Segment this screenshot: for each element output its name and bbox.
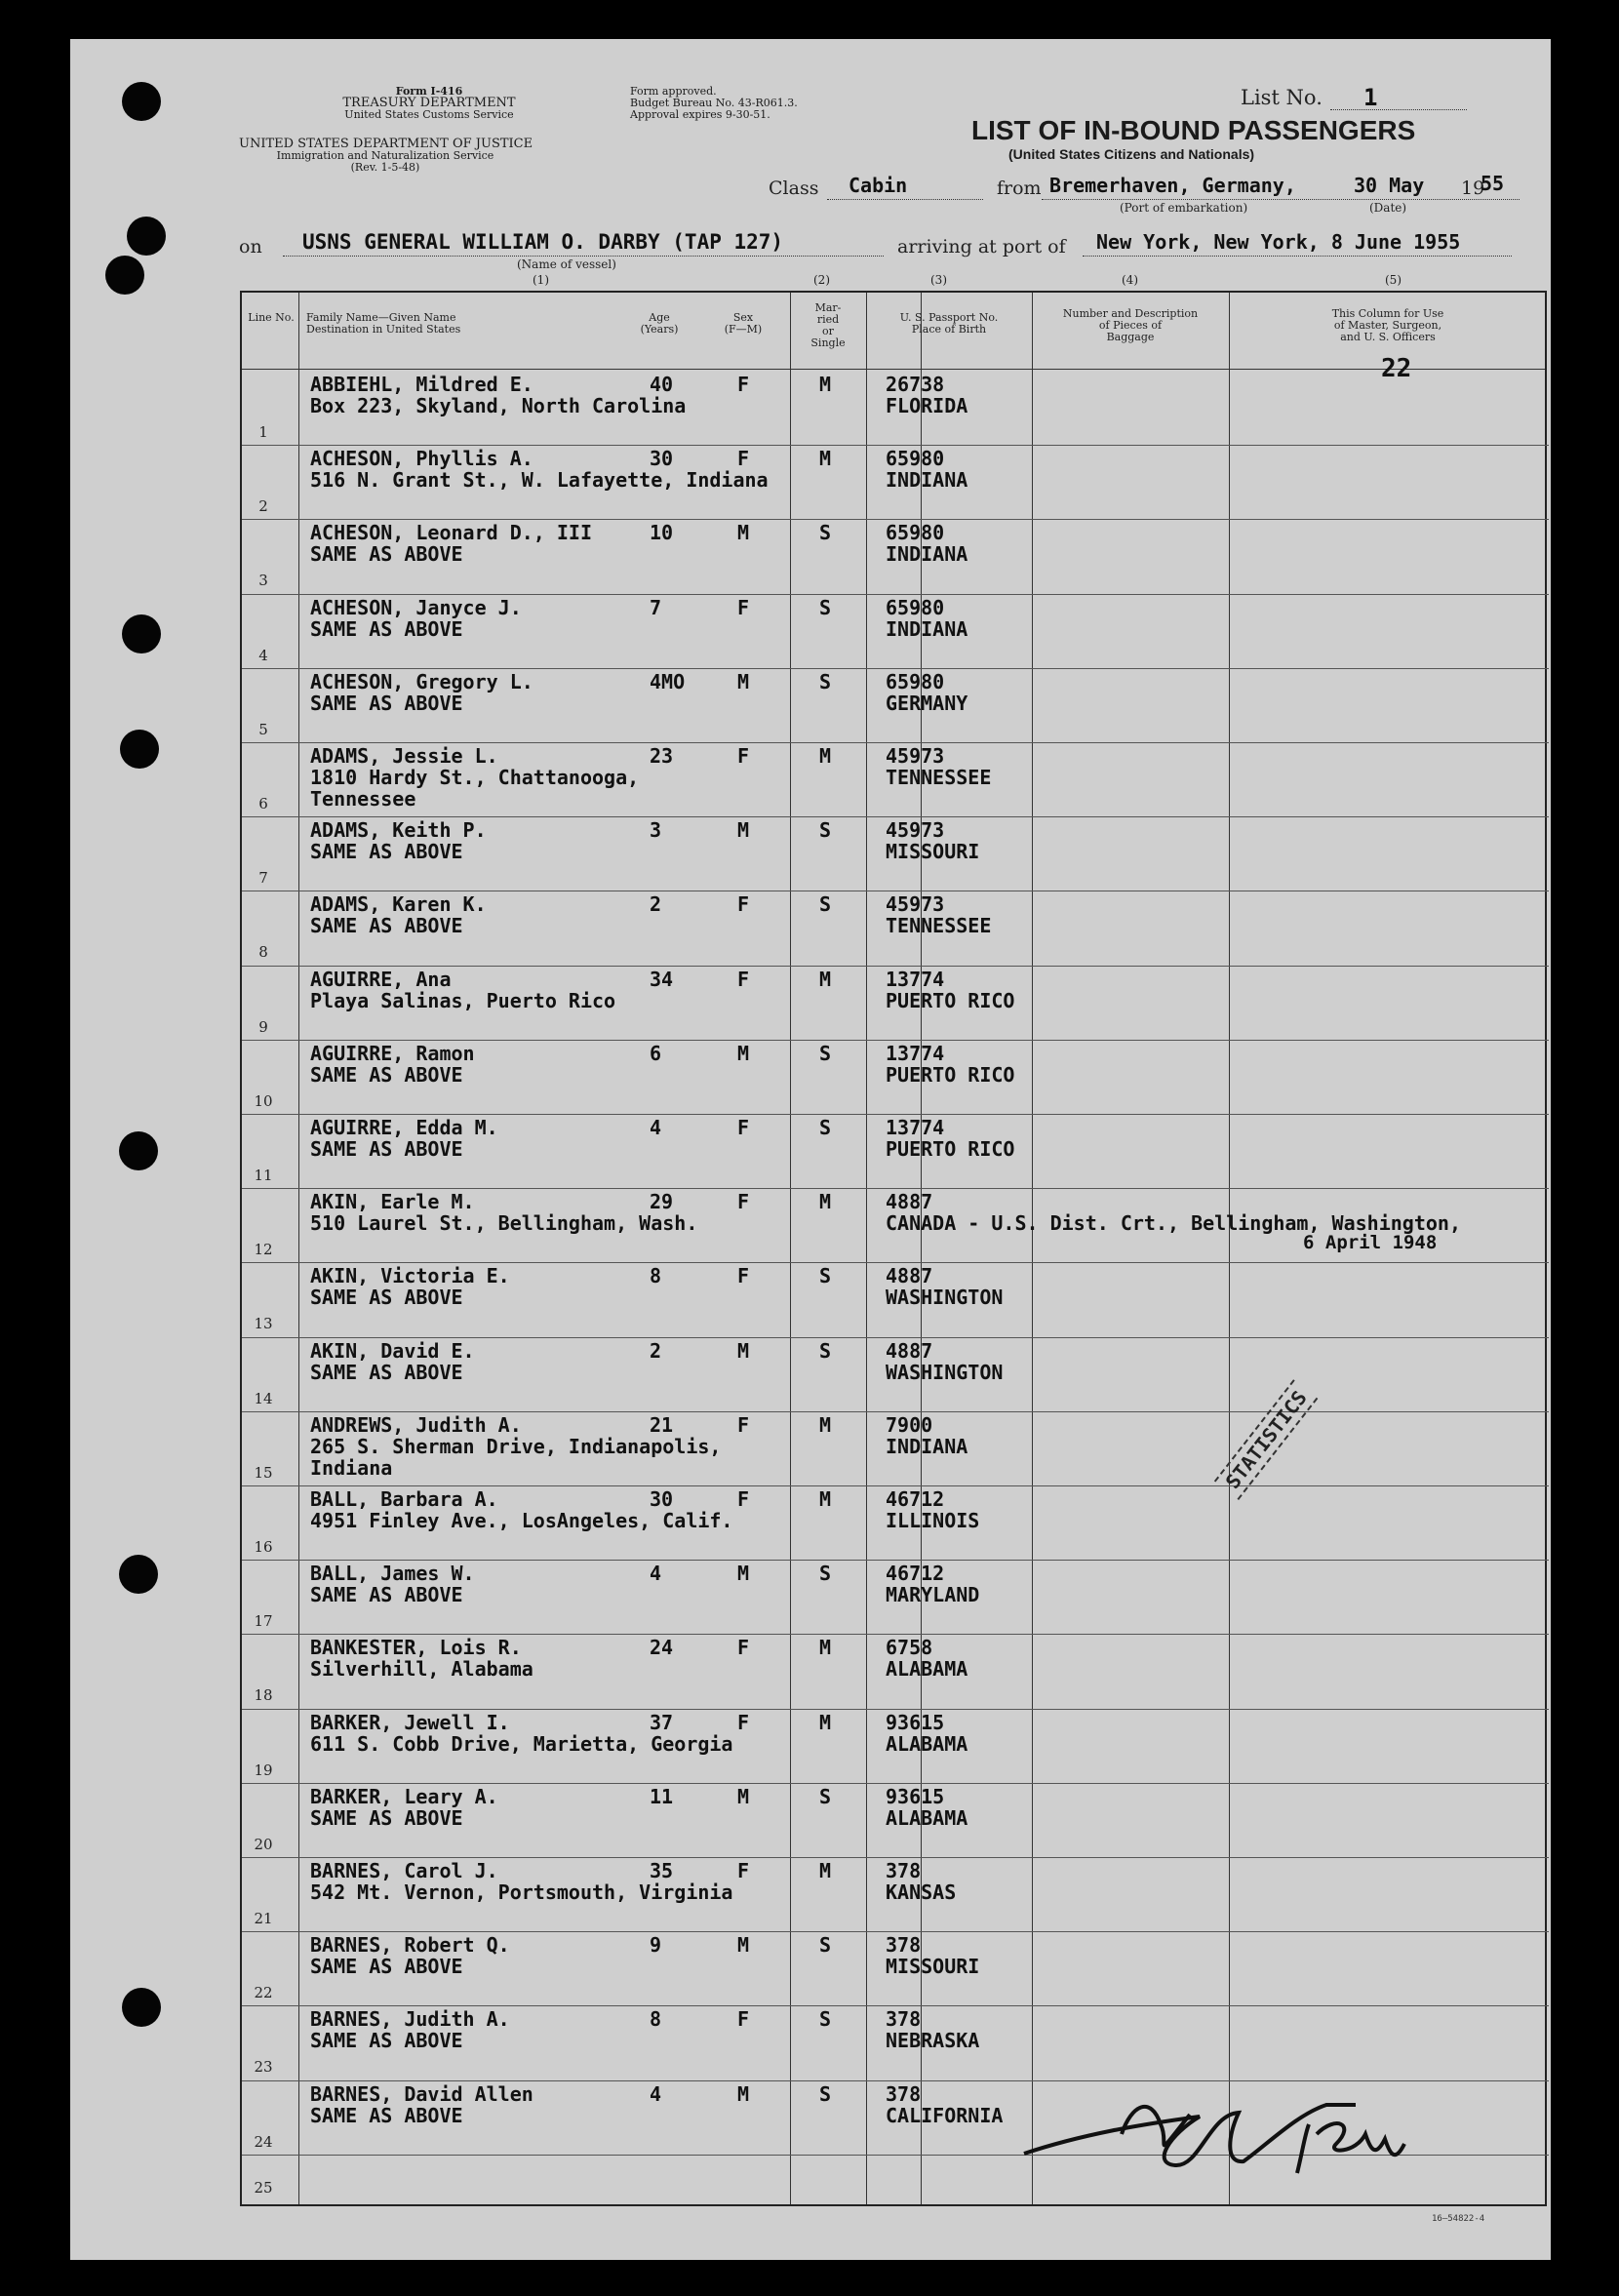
marital-status: S [819, 892, 832, 917]
col-name-destination: Family Name—Given Name Destination in United States [306, 311, 461, 336]
class-label: Class [769, 178, 819, 199]
sex: F [737, 1264, 750, 1288]
marital-status: S [819, 1338, 832, 1363]
form-number: Form I-416 [395, 85, 463, 98]
passenger-name: AKIN, Victoria E. [310, 1264, 510, 1288]
passenger-name: BARNES, Carol J. [310, 1859, 498, 1882]
table-row [242, 2005, 1549, 2079]
list-no-label: List No. [1241, 86, 1323, 109]
passenger-name: AKIN, David E. [310, 1338, 475, 1363]
col-age: Age (Years) [640, 311, 679, 336]
table-row [242, 371, 1549, 445]
line-number: 3 [258, 572, 268, 590]
age: 4 [650, 1116, 662, 1139]
passport-no: 378 [886, 2081, 922, 2106]
passenger-name: ANDREWS, Judith A. [310, 1412, 522, 1437]
passport-no: 13774 [886, 1116, 945, 1139]
marital-status: S [819, 818, 832, 843]
punch-hole [122, 1988, 161, 2027]
passport-no: 65980 [886, 521, 945, 545]
sex: M [737, 1933, 750, 1958]
age: 4 [650, 1562, 662, 1586]
sex: M [737, 1562, 750, 1586]
col-marker-4: (4) [1122, 273, 1138, 287]
last-line-number: 25 [254, 2179, 273, 2197]
sex: F [737, 967, 750, 991]
ins-name: Immigration and Naturalization Service [276, 149, 494, 162]
marital-status: M [819, 1859, 832, 1882]
marital-status: S [819, 669, 832, 693]
passenger-name: BARKER, Jewell I. [310, 1710, 510, 1734]
on-label: on [239, 236, 262, 257]
age: 4MO [650, 669, 686, 693]
passenger-name: AKIN, Earle M. [310, 1190, 475, 1214]
table-row [242, 1931, 1549, 2005]
sex: F [737, 1412, 750, 1437]
passport-no: 26738 [886, 373, 945, 396]
age: 23 [650, 744, 674, 768]
table-row [242, 1262, 1549, 1336]
printer-code: 16—54822-4 [1432, 2214, 1485, 2224]
sex: F [737, 447, 750, 471]
place-of-birth: INDIANA [886, 468, 968, 493]
statistics-stamp: STATISTICS [1214, 1379, 1319, 1500]
place-of-birth: NEBRASKA [886, 2029, 980, 2053]
passport-no: 378 [886, 1859, 922, 1882]
destination: 611 S. Cobb Drive, Marietta, Georgia [310, 1731, 733, 1756]
passport-no: 378 [886, 2007, 922, 2032]
line-number: 1 [258, 423, 268, 441]
list-no-value: 1 [1363, 84, 1378, 111]
destination: 4951 Finley Ave., LosAngeles, Calif. [310, 1509, 733, 1532]
age: 24 [650, 1636, 674, 1660]
sex: M [737, 818, 750, 843]
passport-no: 4887 [886, 1264, 933, 1288]
destination: SAME AS ABOVE [310, 1360, 463, 1384]
table-row [242, 1114, 1549, 1188]
age: 37 [650, 1710, 674, 1734]
port-of-embarkation: Bremerhaven, Germany, [1049, 174, 1296, 197]
from-label: from [997, 178, 1042, 199]
table-row [242, 891, 1549, 965]
sex: F [737, 744, 750, 768]
place-of-birth: CALIFORNIA [886, 2103, 1004, 2127]
sex: F [737, 595, 750, 619]
destination: 265 S. Sherman Drive, Indianapolis, [310, 1434, 722, 1458]
age: 30 [650, 1487, 674, 1511]
age: 29 [650, 1190, 674, 1214]
place-of-birth: PUERTO RICO [886, 1062, 1015, 1087]
place-of-birth: MISSOURI [886, 1955, 980, 1979]
customs-service: United States Customs Service [344, 108, 514, 121]
vessel-caption: (Name of vessel) [517, 257, 616, 271]
destination: SAME AS ABOVE [310, 2029, 463, 2053]
destination: SAME AS ABOVE [310, 1286, 463, 1310]
passenger-name: ACHESON, Janyce J. [310, 595, 522, 619]
marital-status: S [819, 1784, 832, 1808]
passport-no: 93615 [886, 1784, 945, 1808]
passenger-name: BARNES, Robert Q. [310, 1933, 510, 1958]
place-of-birth: MARYLAND [886, 1583, 980, 1607]
passenger-name: BARKER, Leary A. [310, 1784, 498, 1808]
marital-status: S [819, 2007, 832, 2032]
sex: M [737, 1041, 750, 1065]
line-number: 17 [254, 1612, 273, 1631]
approval-line-2: Budget Bureau No. 43-R061.3. [630, 97, 798, 109]
marital-status: S [819, 1041, 832, 1065]
line-number: 4 [258, 646, 268, 664]
vessel-name: USNS GENERAL WILLIAM O. DARBY (TAP 127) [302, 230, 784, 254]
destination: Silverhill, Alabama [310, 1657, 533, 1682]
passenger-name: BALL, James W. [310, 1562, 475, 1586]
passport-no: 65980 [886, 595, 945, 619]
justice-block [239, 139, 532, 174]
sex: F [737, 2007, 750, 2032]
age: 3 [650, 818, 662, 843]
sex: F [737, 373, 750, 396]
line-number: 21 [254, 1910, 273, 1927]
table-row [242, 1411, 1549, 1485]
age: 9 [650, 1933, 662, 1958]
passenger-name: ADAMS, Karen K. [310, 892, 487, 917]
place-of-birth: PUERTO RICO [886, 988, 1015, 1012]
place-of-birth: FLORIDA [886, 394, 968, 417]
table-row [242, 445, 1549, 519]
form-header-left [293, 86, 566, 121]
place-of-birth-cont: 6 April 1948 [1303, 1232, 1438, 1254]
passport-no: 13774 [886, 1041, 945, 1065]
passenger-table [240, 291, 1547, 2206]
line-number: 24 [254, 2132, 273, 2151]
passenger-name: BARNES, David Allen [310, 2081, 533, 2106]
line-number: 7 [258, 869, 268, 888]
passenger-name: BARNES, Judith A. [310, 2007, 510, 2032]
line-number: 8 [258, 943, 268, 962]
age: 10 [650, 521, 674, 545]
destination-cont: Tennessee [310, 787, 416, 811]
passenger-name: ADAMS, Keith P. [310, 818, 487, 843]
place-of-birth: PUERTO RICO [886, 1137, 1015, 1161]
col-marker-1: (1) [533, 273, 549, 287]
col-marker-5: (5) [1385, 273, 1402, 287]
marital-status: S [819, 1933, 832, 1958]
line-number: 13 [254, 1315, 273, 1333]
destination: SAME AS ABOVE [310, 2103, 463, 2127]
destination: SAME AS ABOVE [310, 616, 463, 641]
age: 6 [650, 1041, 662, 1065]
col-sex: Sex (F—M) [724, 311, 763, 336]
punch-hole [127, 217, 166, 256]
age: 35 [650, 1859, 674, 1882]
passport-no: 65980 [886, 669, 945, 693]
marital-status: S [819, 1264, 832, 1288]
line-number: 5 [258, 720, 268, 738]
sex: M [737, 2081, 750, 2106]
passenger-name: BALL, Barbara A. [310, 1487, 498, 1511]
table-row [242, 1857, 1549, 1931]
passport-no: 4887 [886, 1190, 933, 1214]
sex: F [737, 1636, 750, 1660]
treasury-dept: TREASURY DEPARTMENT [342, 96, 516, 110]
sex: F [737, 1487, 750, 1511]
destination: SAME AS ABOVE [310, 1955, 463, 1979]
passport-no: 378 [886, 1933, 922, 1958]
marital-status: S [819, 2081, 832, 2106]
destination: SAME AS ABOVE [310, 1583, 463, 1607]
passenger-name: ADAMS, Jessie L. [310, 744, 498, 768]
col-marker-3: (3) [930, 273, 947, 287]
marital-status: M [819, 1412, 832, 1437]
place-of-birth: KANSAS [886, 1880, 957, 1904]
destination: 510 Laurel St., Bellingham, Wash. [310, 1211, 698, 1236]
passenger-name: AGUIRRE, Ramon [310, 1041, 475, 1065]
table-row [242, 1337, 1549, 1411]
place-of-birth: MISSOURI [886, 840, 980, 864]
age: 11 [650, 1784, 674, 1808]
col-baggage: Number and Description of Pieces of Baggage [1062, 307, 1199, 343]
marital-status: M [819, 447, 832, 471]
arriving-label: arriving at port of [897, 236, 1066, 257]
line-number: 22 [254, 1984, 273, 2002]
age: 2 [650, 1338, 662, 1363]
marital-status: M [819, 1190, 832, 1214]
destination: SAME AS ABOVE [310, 840, 463, 864]
passenger-name: ACHESON, Gregory L. [310, 669, 533, 693]
destination: SAME AS ABOVE [310, 1805, 463, 1830]
destination: Box 223, Skyland, North Carolina [310, 394, 687, 417]
passport-no: 46712 [886, 1487, 945, 1511]
place-of-birth: ALABAMA [886, 1731, 968, 1756]
table-row [242, 594, 1549, 668]
revision: (Rev. 1-5-48) [350, 161, 420, 174]
passport-no: 4887 [886, 1338, 933, 1363]
place-of-birth: WASHINGTON [886, 1286, 1004, 1310]
punch-hole [120, 730, 159, 769]
passport-no: 46712 [886, 1562, 945, 1586]
sex: M [737, 1784, 750, 1808]
age: 7 [650, 595, 662, 619]
destination: SAME AS ABOVE [310, 1062, 463, 1087]
marital-status: S [819, 1116, 832, 1139]
table-row [242, 519, 1549, 593]
punch-hole [119, 1131, 158, 1170]
page-title: LIST OF IN-BOUND PASSENGERS [971, 115, 1416, 145]
marital-status: S [819, 595, 832, 619]
marital-status: M [819, 1710, 832, 1734]
marital-status: S [819, 1562, 832, 1586]
col-line-no: Line No. [248, 311, 295, 324]
passport-no: 13774 [886, 967, 945, 991]
line-number: 23 [254, 2058, 273, 2077]
place-of-birth: ILLINOIS [886, 1509, 980, 1532]
table-row [242, 966, 1549, 1040]
table-row [242, 1485, 1549, 1560]
sex: M [737, 669, 750, 693]
officer-number: 22 [1381, 354, 1412, 383]
table-row [242, 1188, 1549, 1262]
age: 8 [650, 2007, 662, 2032]
place-of-birth: ALABAMA [886, 1657, 968, 1682]
line-number: 10 [254, 1091, 273, 1110]
marital-status: M [819, 967, 832, 991]
marital-status: M [819, 1487, 832, 1511]
destination: 516 N. Grant St., W. Lafayette, Indiana [310, 468, 769, 493]
embarkation-date: 30 May [1354, 174, 1425, 197]
col-passport: U. S. Passport No. Place of Birth [899, 311, 999, 336]
table-row [242, 1634, 1549, 1708]
place-of-birth: GERMANY [886, 691, 968, 715]
place-of-birth: INDIANA [886, 616, 968, 641]
page-subtitle: (United States Citizens and Nationals) [1008, 146, 1255, 162]
table-row [242, 1040, 1549, 1114]
punch-hole [122, 82, 161, 121]
line-number: 14 [254, 1389, 273, 1407]
table-row [242, 1709, 1549, 1783]
passport-no: 65980 [886, 447, 945, 471]
sex: F [737, 1859, 750, 1882]
year-prefix: 19 [1461, 178, 1485, 199]
approval-block [630, 86, 798, 121]
passenger-name: ACHESON, Phyllis A. [310, 447, 533, 471]
destination: SAME AS ABOVE [310, 1137, 463, 1161]
age: 21 [650, 1412, 674, 1437]
table-row [242, 816, 1549, 891]
passport-no: 93615 [886, 1710, 945, 1734]
punch-hole [122, 614, 161, 653]
approval-line-1: Form approved. [630, 85, 717, 98]
line-number: 6 [258, 795, 268, 812]
destination: SAME AS ABOVE [310, 914, 463, 938]
line-number: 9 [258, 1017, 268, 1036]
arrival-port-date: New York, New York, 8 June 1955 [1096, 230, 1461, 254]
col-officers: This Column for Use of Master, Surgeon, and U. S. Officers [1331, 307, 1444, 343]
marital-status: S [819, 521, 832, 545]
line-number: 2 [258, 497, 268, 516]
age: 8 [650, 1264, 662, 1288]
passenger-name: ACHESON, Leonard D., III [310, 521, 592, 545]
destination: SAME AS ABOVE [310, 542, 463, 567]
place-of-birth: TENNESSEE [886, 914, 992, 938]
punch-hole [105, 256, 144, 295]
destination: 1810 Hardy St., Chattanooga, [310, 766, 640, 789]
sex: F [737, 1116, 750, 1139]
destination: 542 Mt. Vernon, Portsmouth, Virginia [310, 1880, 733, 1904]
passport-no: 6758 [886, 1636, 933, 1660]
punch-hole [119, 1555, 158, 1594]
sex: M [737, 521, 750, 545]
age: 40 [650, 373, 674, 396]
year-suffix: 55 [1481, 172, 1505, 195]
col-married: Mar- ried or Single [810, 301, 846, 349]
justice-dept: UNITED STATES DEPARTMENT OF JUSTICE [239, 137, 533, 151]
destination: Playa Salinas, Puerto Rico [310, 988, 616, 1012]
line-number: 11 [254, 1167, 273, 1184]
date-caption: (Date) [1369, 201, 1407, 215]
passenger-name: ABBIEHL, Mildred E. [310, 373, 533, 396]
sex: F [737, 1190, 750, 1214]
passport-no: 45973 [886, 892, 945, 917]
line-number: 16 [254, 1538, 273, 1556]
place-of-birth: ALABAMA [886, 1805, 968, 1830]
destination-cont: Indiana [310, 1455, 393, 1480]
line-number: 18 [254, 1686, 273, 1705]
marital-status: M [819, 373, 832, 396]
marital-status: M [819, 744, 832, 768]
approval-line-3: Approval expires 9-30-51. [630, 108, 770, 121]
line-number: 19 [254, 1761, 273, 1779]
table-row [242, 1783, 1549, 1857]
line-number: 20 [254, 1835, 273, 1853]
place-of-birth: CANADA - U.S. Dist. Crt., Bellingham, Washington, [886, 1211, 1462, 1236]
place-of-birth: WASHINGTON [886, 1360, 1004, 1384]
table-row [242, 1560, 1549, 1634]
place-of-birth: INDIANA [886, 1434, 968, 1458]
passport-no: 45973 [886, 818, 945, 843]
age: 34 [650, 967, 674, 991]
sex: F [737, 1710, 750, 1734]
class-value: Cabin [849, 174, 908, 197]
place-of-birth: INDIANA [886, 542, 968, 567]
line-number: 12 [254, 1241, 273, 1259]
sex: M [737, 1338, 750, 1363]
marital-status: M [819, 1636, 832, 1660]
line-number: 15 [254, 1463, 273, 1482]
officer-signature [1005, 2076, 1453, 2183]
passport-no: 7900 [886, 1412, 933, 1437]
age: 30 [650, 447, 674, 471]
passenger-name: BANKESTER, Lois R. [310, 1636, 522, 1660]
table-row [242, 668, 1549, 742]
passport-no: 45973 [886, 744, 945, 768]
col-marker-2: (2) [813, 273, 830, 287]
passenger-name: AGUIRRE, Edda M. [310, 1116, 498, 1139]
age: 2 [650, 892, 662, 917]
age: 4 [650, 2081, 662, 2106]
port-caption: (Port of embarkation) [1120, 201, 1248, 215]
sex: F [737, 892, 750, 917]
table-row [242, 742, 1549, 816]
destination: SAME AS ABOVE [310, 691, 463, 715]
passenger-name: AGUIRRE, Ana [310, 967, 452, 991]
place-of-birth: TENNESSEE [886, 766, 992, 789]
